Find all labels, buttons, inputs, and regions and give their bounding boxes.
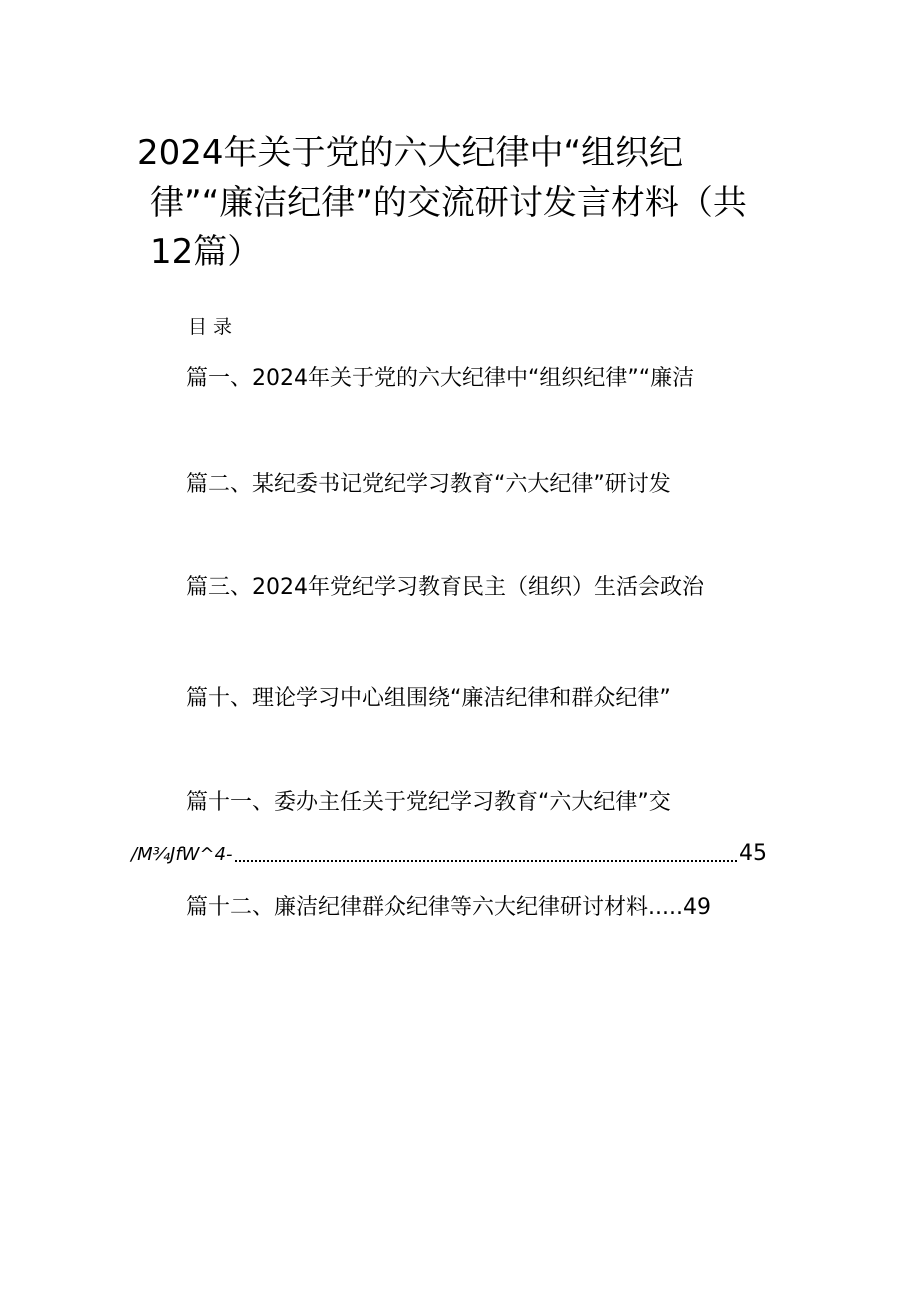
toc-item-12[interactable] <box>186 893 711 923</box>
toc-heading: 目录 <box>188 316 239 338</box>
toc-item-10[interactable]: 篇十、理论学习中心组围绕“廉洁纪律和群众纪律” <box>186 686 671 711</box>
toc-item-11-page-number: 45 <box>739 841 767 866</box>
toc-item-1[interactable]: 篇一、2024年关于党的六大纪律中“组织纪律”“廉洁 <box>186 366 695 391</box>
toc-item-11-continuation[interactable] <box>131 840 767 869</box>
toc-item-2[interactable]: 篇二、某纪委书记党纪学习教育“六大纪律”研讨发 <box>186 472 671 497</box>
document-title-line-1: 2024年关于党的六大纪律中“组织纪 <box>137 133 684 173</box>
document-title-line-3: 12篇） <box>150 232 262 272</box>
toc-item-12-label: 篇十二、廉洁纪律群众纪律等六大纪律研讨材料..... <box>186 895 683 920</box>
toc-leader-dots <box>235 860 737 862</box>
toc-item-12-page-number: 49 <box>682 895 711 920</box>
toc-item-11-garbled-text: /M¾JfW^4- <box>131 844 233 865</box>
toc-item-11[interactable]: 篇十一、委办主任关于党纪学习教育“六大纪律”交 <box>186 790 671 815</box>
document-title-line-2: 律”“廉洁纪律”的交流研讨发言材料（共 <box>150 183 747 223</box>
toc-item-3[interactable]: 篇三、2024年党纪学习教育民主（组织）生活会政治 <box>186 575 704 600</box>
